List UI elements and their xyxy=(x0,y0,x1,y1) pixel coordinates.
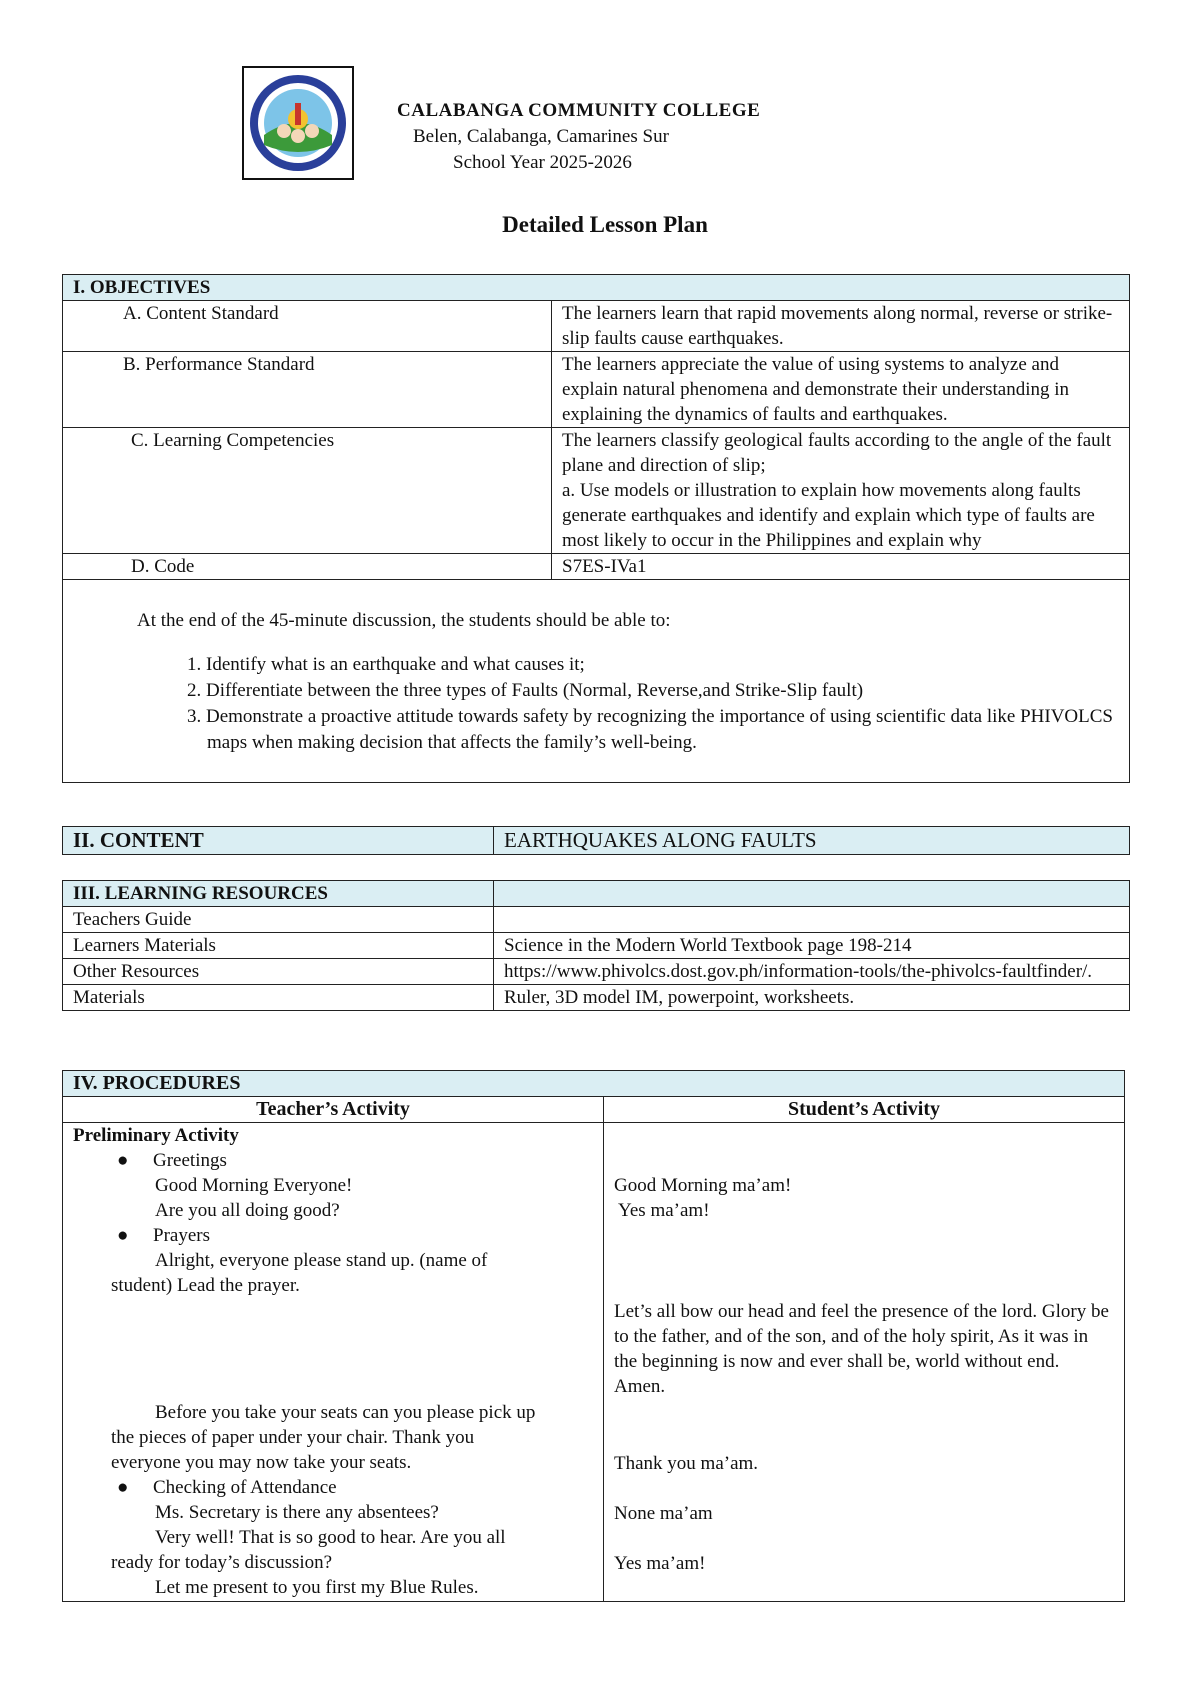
list-item: 1. Identify what is an earthquake and what causes it; xyxy=(187,654,585,675)
student-yes-line: Yes ma’am! xyxy=(614,1553,706,1574)
table-row xyxy=(63,301,1130,352)
school-year: School Year 2025-2026 xyxy=(453,152,632,173)
resources-heading-blank xyxy=(494,881,1130,907)
content-standard-label: A. Content Standard xyxy=(63,301,552,352)
spacer xyxy=(614,1399,1114,1451)
student-none-line: None ma’am xyxy=(614,1503,713,1524)
performance-standard-value: The learners appreciate the value of using systems to analyze and explain natural phenomena and demonstrate their understanding in explaining the dynamics of faults and earthquakes. xyxy=(552,352,1130,428)
teacher-prayer-line: student) Lead the prayer. xyxy=(111,1275,300,1296)
prayers-item xyxy=(73,1223,593,1248)
teacher-greet-line: Good Morning Everyone! xyxy=(155,1175,353,1196)
student-greet-line: Yes ma’am! xyxy=(614,1200,710,1221)
competency-text: The learners classify geological faults according to the angle of the fault plane and direction of slip; xyxy=(562,430,1112,476)
teacher-attendance-line: Very well! That is so good to hear. Are you all xyxy=(155,1527,506,1548)
student-greet-line: Good Morning ma’am! xyxy=(614,1175,792,1196)
teacher-attendance-line: ready for today’s discussion? xyxy=(111,1552,333,1573)
greetings-label: Greetings xyxy=(153,1150,227,1171)
code-value: S7ES-IVa1 xyxy=(552,554,1130,580)
bullet-icon: ● xyxy=(117,1477,129,1498)
teacher-seats-line: Before you take your seats can you please pick up xyxy=(155,1402,536,1423)
table-row xyxy=(63,933,1130,959)
school-address: Belen, Calabanga, Camarines Sur xyxy=(413,126,669,147)
school-name: CALABANGA COMMUNITY COLLEGE xyxy=(397,100,761,121)
objectives-table xyxy=(62,274,1130,783)
list-item: 3. Demonstrate a proactive attitude towards safety by recognizing the importance of using scientific data like PHIVOLCS maps when making decision that affects the family’s well-being. xyxy=(187,706,1113,753)
student-activity-header: Student’s Activity xyxy=(604,1097,1125,1123)
code-label: D. Code xyxy=(63,554,552,580)
content-heading: II. CONTENT xyxy=(63,827,494,855)
teachers-guide-value xyxy=(494,907,1130,933)
spacer xyxy=(614,1526,1114,1551)
spacer xyxy=(614,1223,1114,1299)
list-item: 2. Differentiate between the three types of Faults (Normal, Reverse,and Strike-Slip fault) xyxy=(187,680,864,701)
teacher-greet-line: Are you all doing good? xyxy=(155,1200,340,1221)
teacher-seats-line: the pieces of paper under your chair. Thank you xyxy=(111,1427,475,1448)
teacher-activity-header: Teacher’s Activity xyxy=(63,1097,604,1123)
school-logo xyxy=(242,66,354,180)
teacher-attendance-line: Ms. Secretary is there any absentees? xyxy=(155,1502,439,1523)
content-standard-value: The learners learn that rapid movements along normal, reverse or strike-slip faults cause earthquakes. xyxy=(552,301,1130,352)
procedures-table xyxy=(62,1070,1125,1602)
objectives-list-cell xyxy=(63,580,1130,783)
student-thanks-line: Thank you ma’am. xyxy=(614,1453,759,1474)
table-row xyxy=(63,985,1130,1011)
other-resources-label: Other Resources xyxy=(63,959,494,985)
table-row xyxy=(63,959,1130,985)
content-table xyxy=(62,826,1130,855)
greetings-item xyxy=(73,1148,593,1173)
table-row xyxy=(63,907,1130,933)
resources-heading: III. LEARNING RESOURCES xyxy=(63,881,494,907)
preliminary-activity-heading: Preliminary Activity xyxy=(73,1125,239,1146)
performance-standard-label: B. Performance Standard xyxy=(63,352,552,428)
objectives-list xyxy=(63,652,1129,756)
seal-icon xyxy=(248,73,348,173)
student-prayer-text: Let’s all bow our head and feel the presence of the lord. Glory be to the father, and of the son, and of the holy spirit, As it was in the beginning is now and ever shall be, world without end. Amen. xyxy=(614,1301,1109,1397)
attendance-item xyxy=(73,1475,593,1500)
competency-subtext: a. Use models or illustration to explain how movements along faults generate earthquakes and identify and explain which type of faults are most likely to occur in the Philippines and explain why xyxy=(562,480,1095,551)
objectives-intro: At the end of the 45-minute discussion, the students should be able to: xyxy=(137,610,671,631)
bullet-icon: ● xyxy=(117,1225,129,1246)
materials-value: Ruler, 3D model IM, powerpoint, worksheets. xyxy=(494,985,1130,1011)
table-row xyxy=(63,428,1130,554)
resources-table xyxy=(62,880,1130,1011)
learners-materials-label: Learners Materials xyxy=(63,933,494,959)
content-topic: EARTHQUAKES ALONG FAULTS xyxy=(494,827,1130,855)
teacher-seats-line: everyone you may now take your seats. xyxy=(111,1452,412,1473)
student-activity-cell xyxy=(604,1123,1125,1602)
attendance-label: Checking of Attendance xyxy=(153,1477,337,1498)
teachers-guide-label: Teachers Guide xyxy=(63,907,494,933)
learning-competencies-value xyxy=(552,428,1130,554)
prayers-label: Prayers xyxy=(153,1225,210,1246)
teacher-attendance-line: Let me present to you first my Blue Rules. xyxy=(155,1577,479,1598)
teacher-activity-cell xyxy=(63,1123,604,1602)
learners-materials-value: Science in the Modern World Textbook page 198-214 xyxy=(494,933,1130,959)
table-row xyxy=(63,352,1130,428)
spacer xyxy=(614,1476,1114,1501)
materials-label: Materials xyxy=(63,985,494,1011)
procedures-heading: IV. PROCEDURES xyxy=(63,1071,1125,1097)
spacer xyxy=(614,1123,1114,1173)
other-resources-link[interactable]: https://www.phivolcs.dost.gov.ph/information-tools/the-phivolcs-faultfinder/. xyxy=(494,959,1130,985)
learning-competencies-label: C. Learning Competencies xyxy=(63,428,552,554)
spacer xyxy=(73,1298,593,1400)
bullet-icon: ● xyxy=(117,1150,129,1171)
teacher-prayer-line: Alright, everyone please stand up. (name of xyxy=(155,1250,488,1271)
table-row xyxy=(63,554,1130,580)
objectives-heading: I. OBJECTIVES xyxy=(63,275,1130,301)
document-title: Detailed Lesson Plan xyxy=(502,212,708,237)
